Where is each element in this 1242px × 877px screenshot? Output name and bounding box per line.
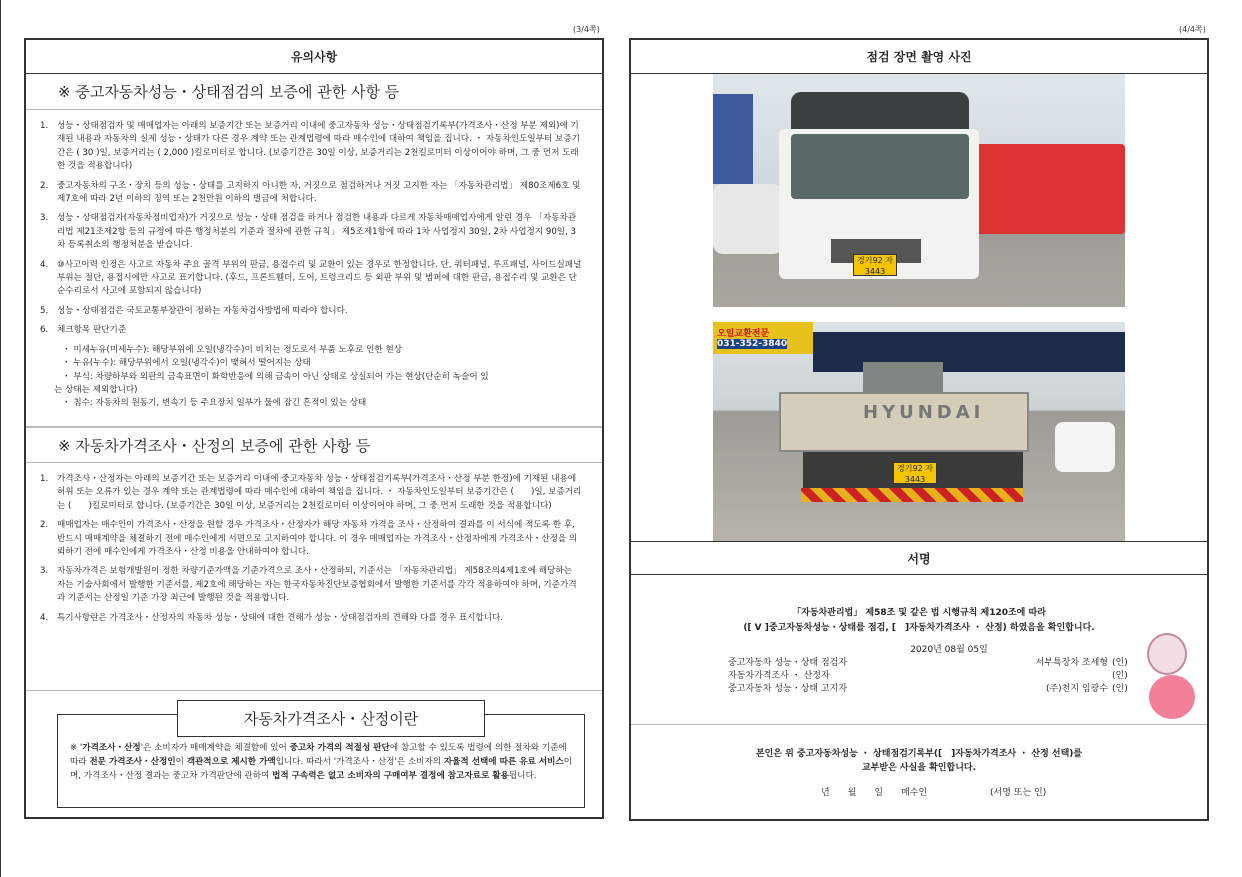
list-item — [40, 180, 582, 207]
list-item — [40, 120, 582, 174]
confirm-line: ([ V ]중고자동차성능・상태를 점검, [ ]자동차가격조사 ・ 산정) 하였음을 확인합니다. — [743, 623, 1095, 633]
seal-mark: (인) — [1112, 684, 1128, 694]
item-number: 2. — [40, 180, 49, 191]
signature-row — [728, 670, 1207, 683]
list-item — [40, 324, 582, 337]
criteria-line: ・ 침수: 자동차의 원동기, 변속기 등 주요장치 일부가 물에 잠긴 흔적이 있는 상태 — [62, 398, 367, 409]
item-text: 매매업자는 매수인이 가격조사・산정을 원할 경우 가격조사・산정자가 해당 자동차 가격을 조사・산정하여 결과를 이 서식에 적도록 한 후, 반드시 매매계약을 체결하기 전에 매수인에게 서면으로 고지하여야 합니다. 이 경우 매매업자는 가격조사・산정자에게 가격조사・산정을 의뢰하기 전에 매수인에게 가격조사・산정 비용을 안내하여야 합니다. — [57, 520, 578, 558]
truck-front-photo — [713, 74, 1125, 307]
signer-role: 중고자동차 성능・상태 고지자 — [728, 684, 848, 694]
seal-mark: (인) — [1112, 671, 1128, 681]
definition-text: 이며, 가격조사・산정 결과는 중고차 가격판단에 관하여 — [70, 757, 573, 781]
buyer-date-label: 년 월 일 매수인 — [821, 788, 928, 798]
list-item — [40, 565, 582, 605]
license-plate-rear: 경기92 자3443 — [893, 462, 937, 484]
definition-text: 자율적 선택에 따른 유료 서비스 — [443, 757, 564, 767]
signer-role: 중고자동차 성능・상태 점검자 — [728, 658, 848, 668]
definition-text: 중고차 가격의 적절성 판단 — [289, 743, 390, 753]
photo-signature-panel — [629, 38, 1209, 821]
item-number: 3. — [40, 213, 49, 224]
truck-rear-photo — [713, 322, 1125, 541]
list-item — [40, 259, 582, 299]
definition-text: 법적 구속력은 없고 소비자의 구매여부 결정에 참고자료로 활용 — [272, 771, 509, 781]
item-text: 특기사항란은 가격조사・산정자의 자동차 성능・상태에 대한 견해가 성능・상태점검자의 견해와 다를 경우 표시합니다. — [57, 612, 504, 623]
criteria-line: ・ 미세누유(미세누수): 해당부위에 오일(냉각수)이 비치는 정도로서 부품 노후로 인한 현상 — [62, 344, 403, 355]
item-number: 1. — [40, 121, 49, 131]
signature-row — [728, 683, 1207, 696]
buyer-sign-field[interactable]: (서명 또는 인) — [990, 788, 1047, 798]
list-item — [40, 612, 582, 625]
receipt-line-1: 본인은 위 중고자동차성능 ・ 상태점검기록부([ ]자동차가격조사 ・ 산정 선택)를 — [755, 749, 1083, 759]
brand-lettering: HYUNDAI — [863, 402, 985, 423]
list-item — [40, 519, 582, 559]
page-number-left: (3/4쪽) — [573, 25, 600, 34]
definition-text: 됩니다. — [508, 771, 537, 781]
criteria-line: 는 상태는 제외합니다) — [54, 384, 138, 395]
item-text: 체크항목 판단기준 — [57, 325, 127, 336]
criteria-line: ・ 부식: 차량하부와 외판의 금속표면이 화학반응에 의해 금속이 아닌 상태로 상실되어 가는 현상(단순히 녹슬어 있 — [62, 371, 489, 382]
item-text: 성능・상태점검자(자동차정비업자)가 거짓으로 성능・상태 점검을 하거나 점검한 내용과 다르게 자동차매매업자에게 알린 경우 「자동차관리법 제21조제2항 등의 규정에 따른 행정처분의 기준과 절차에 관한 규칙」 제5조제1항에 따라 1차 사업정지 30일, 2차 사업정지 90일, 3차 등록취소의 행정처분을 받습니다. — [57, 213, 577, 251]
list-item — [40, 305, 582, 318]
item-text: ⑩사고이력 인정은 사고로 자동차 주요 골격 부위의 판금, 용접수리 및 교환이 있는 경우로 한정합니다. 단, 쿼터패널, 루프패널, 사이드실패널 부위는 절단, 용접시에만 사고로 표기합니다. (후드, 프론트휀더, 도어, 트렁크리드 등 외판 부위 및 범퍼에 대한 판금, 용접수리 및 교환은 단순수리로서 사고에 포함되지 않습니다) — [57, 259, 582, 297]
item-text: 자동차가격은 보험개발원이 정한 차량기준가액을 기준가격으로 조사・산정하되, 기준서는 「자동차관리법」 제58조의4제1호에 해당하는 자는 기술사회에서 발행한 기준서를, 제2호에 해당하는 자는 한국자동차진단보증협회에서 발행한 기준서를 각각 적용하여야 하며, 기준가격과 기준서는 산정일 기준 가장 최근에 발행된 것을 적용합니다. — [57, 566, 577, 604]
item-number: 6. — [40, 325, 49, 336]
definition-text: 객관적으로 제시한 가액 — [186, 757, 276, 767]
shop-sign-phone: 031-352-3840 — [717, 339, 788, 349]
definition-text: '은 소비자가 매매계약을 체결함에 있어 — [140, 743, 290, 753]
shop-sign-text: 오일교환전문 — [717, 329, 770, 339]
definition-text: 전문 가격조사・산정인 — [89, 757, 176, 767]
definition-text: 입니다. 따라서 '가격조사・산정'은 소비자의 — [275, 757, 444, 767]
item-number: 4. — [40, 259, 49, 270]
item-text: 중고자동차의 구조・장치 등의 성능・상태를 고지하지 아니한 자, 거짓으로 점검하거나 거짓 고지한 자는 「자동차관리법」 제80조제6호 및 제7호에 따라 2년 이하의 징역 또는 2천만원 이하의 벌금에 처합니다. — [57, 180, 581, 205]
list-item — [40, 212, 582, 252]
signer-name — [1028, 670, 1108, 683]
section1-title: ※ 중고자동차성능・상태점검의 보증에 관한 사항 등 — [26, 74, 602, 110]
item-number: 5. — [40, 305, 49, 316]
seal-mark: (인) — [1112, 658, 1128, 668]
item-text: 성능・상태점검은 국토교통부장관이 정하는 자동차검사방법에 따라야 합니다. — [57, 305, 348, 316]
photo-title: 점검 장면 촬영 사진 — [631, 40, 1207, 74]
section1-items — [26, 110, 602, 427]
item-number: 2. — [40, 520, 49, 531]
section2-items — [26, 463, 602, 691]
definition-text: 에 참고할 수 있도록 법령에 의한 절차와 기준에 따라 — [70, 743, 567, 767]
signature-block — [631, 575, 1207, 725]
page-number-right: (4/4쪽) — [1179, 25, 1206, 34]
item-number: 3. — [40, 566, 49, 577]
shop-sign — [713, 322, 813, 354]
sign-date: 2020년 08월 05일 — [910, 645, 988, 655]
item-text: 가격조사・산정자는 아래의 보증기간 또는 보증거리 이내에 중고자동차 성능・상태점검기록부(가격조사・산정 부분 한정)에 기재된 내용에 허위 또는 오류가 있는 경우 계약 또는 관계법령에 따라 매수인에 대하여 책임을 집니다. ・ 자동차인도일부터 보증기간은 ( )일, 보증거리는 ( )킬로미터로 합니다. (보증기간은 30일 이상, 보증거리는 2천킬로미터 이상이어야 하며, 그 중 먼저 도래한 것을 적용합니다) — [57, 474, 582, 511]
item-text: 성능・상태점검자 및 매매업자는 아래의 보증기간 또는 보증거리 이내에 중고자동차 성능・상태점검기록부(가격조사・산정 부분 제외)에 기재된 내용과 자동차의 실제 성능・상태가 다른 경우 계약 또는 관계법령에 따라 매수인에 대하여 책임을 집니다. ・ 자동차인도일부터 보증기간은 ( 30 )일, 보증거리는 ( 2,000 )킬로미터로 합니다. (보증기간은 30일 이상, 보증거리는 2천킬로미터 이상이어야 하며, 그 중 먼저 도래한 것을 적용합니다) — [57, 121, 580, 172]
law-line: 「자동차관리법」 제58조 및 같은 법 시행규칙 제120조에 따라 — [792, 608, 1046, 618]
item-number: 1. — [40, 474, 49, 484]
definition-text: 가격조사・산정 — [82, 743, 141, 753]
notice-title: 유의사항 — [26, 40, 602, 74]
item-number: 4. — [40, 612, 49, 623]
signer-role: 자동차가격조사 ・ 산정자 — [728, 671, 830, 681]
notice-panel — [24, 38, 604, 819]
signature-row — [728, 657, 1207, 670]
definition-text: 이 — [175, 757, 187, 767]
signer-name: (주)천지 임광수 — [1045, 684, 1108, 694]
license-plate: 경기92 자3443 — [853, 254, 897, 276]
definition-text: ※ ' — [70, 743, 83, 753]
criteria-line: ・ 누유(누수): 해당부위에서 오일(냉각수)이 맺혀서 떨어지는 상태 — [62, 358, 311, 369]
signer-name: 서부특장차 조세형 — [1035, 658, 1108, 668]
signature-title: 서명 — [631, 541, 1207, 575]
section2-title: ※ 자동차가격조사・산정의 보증에 관한 사항 등 — [26, 427, 602, 463]
definition-title: 자동차가격조사・산정이란 — [177, 700, 485, 737]
receipt-line-2: 교부받은 사실을 확인합니다. — [861, 763, 976, 773]
list-item — [40, 473, 582, 513]
